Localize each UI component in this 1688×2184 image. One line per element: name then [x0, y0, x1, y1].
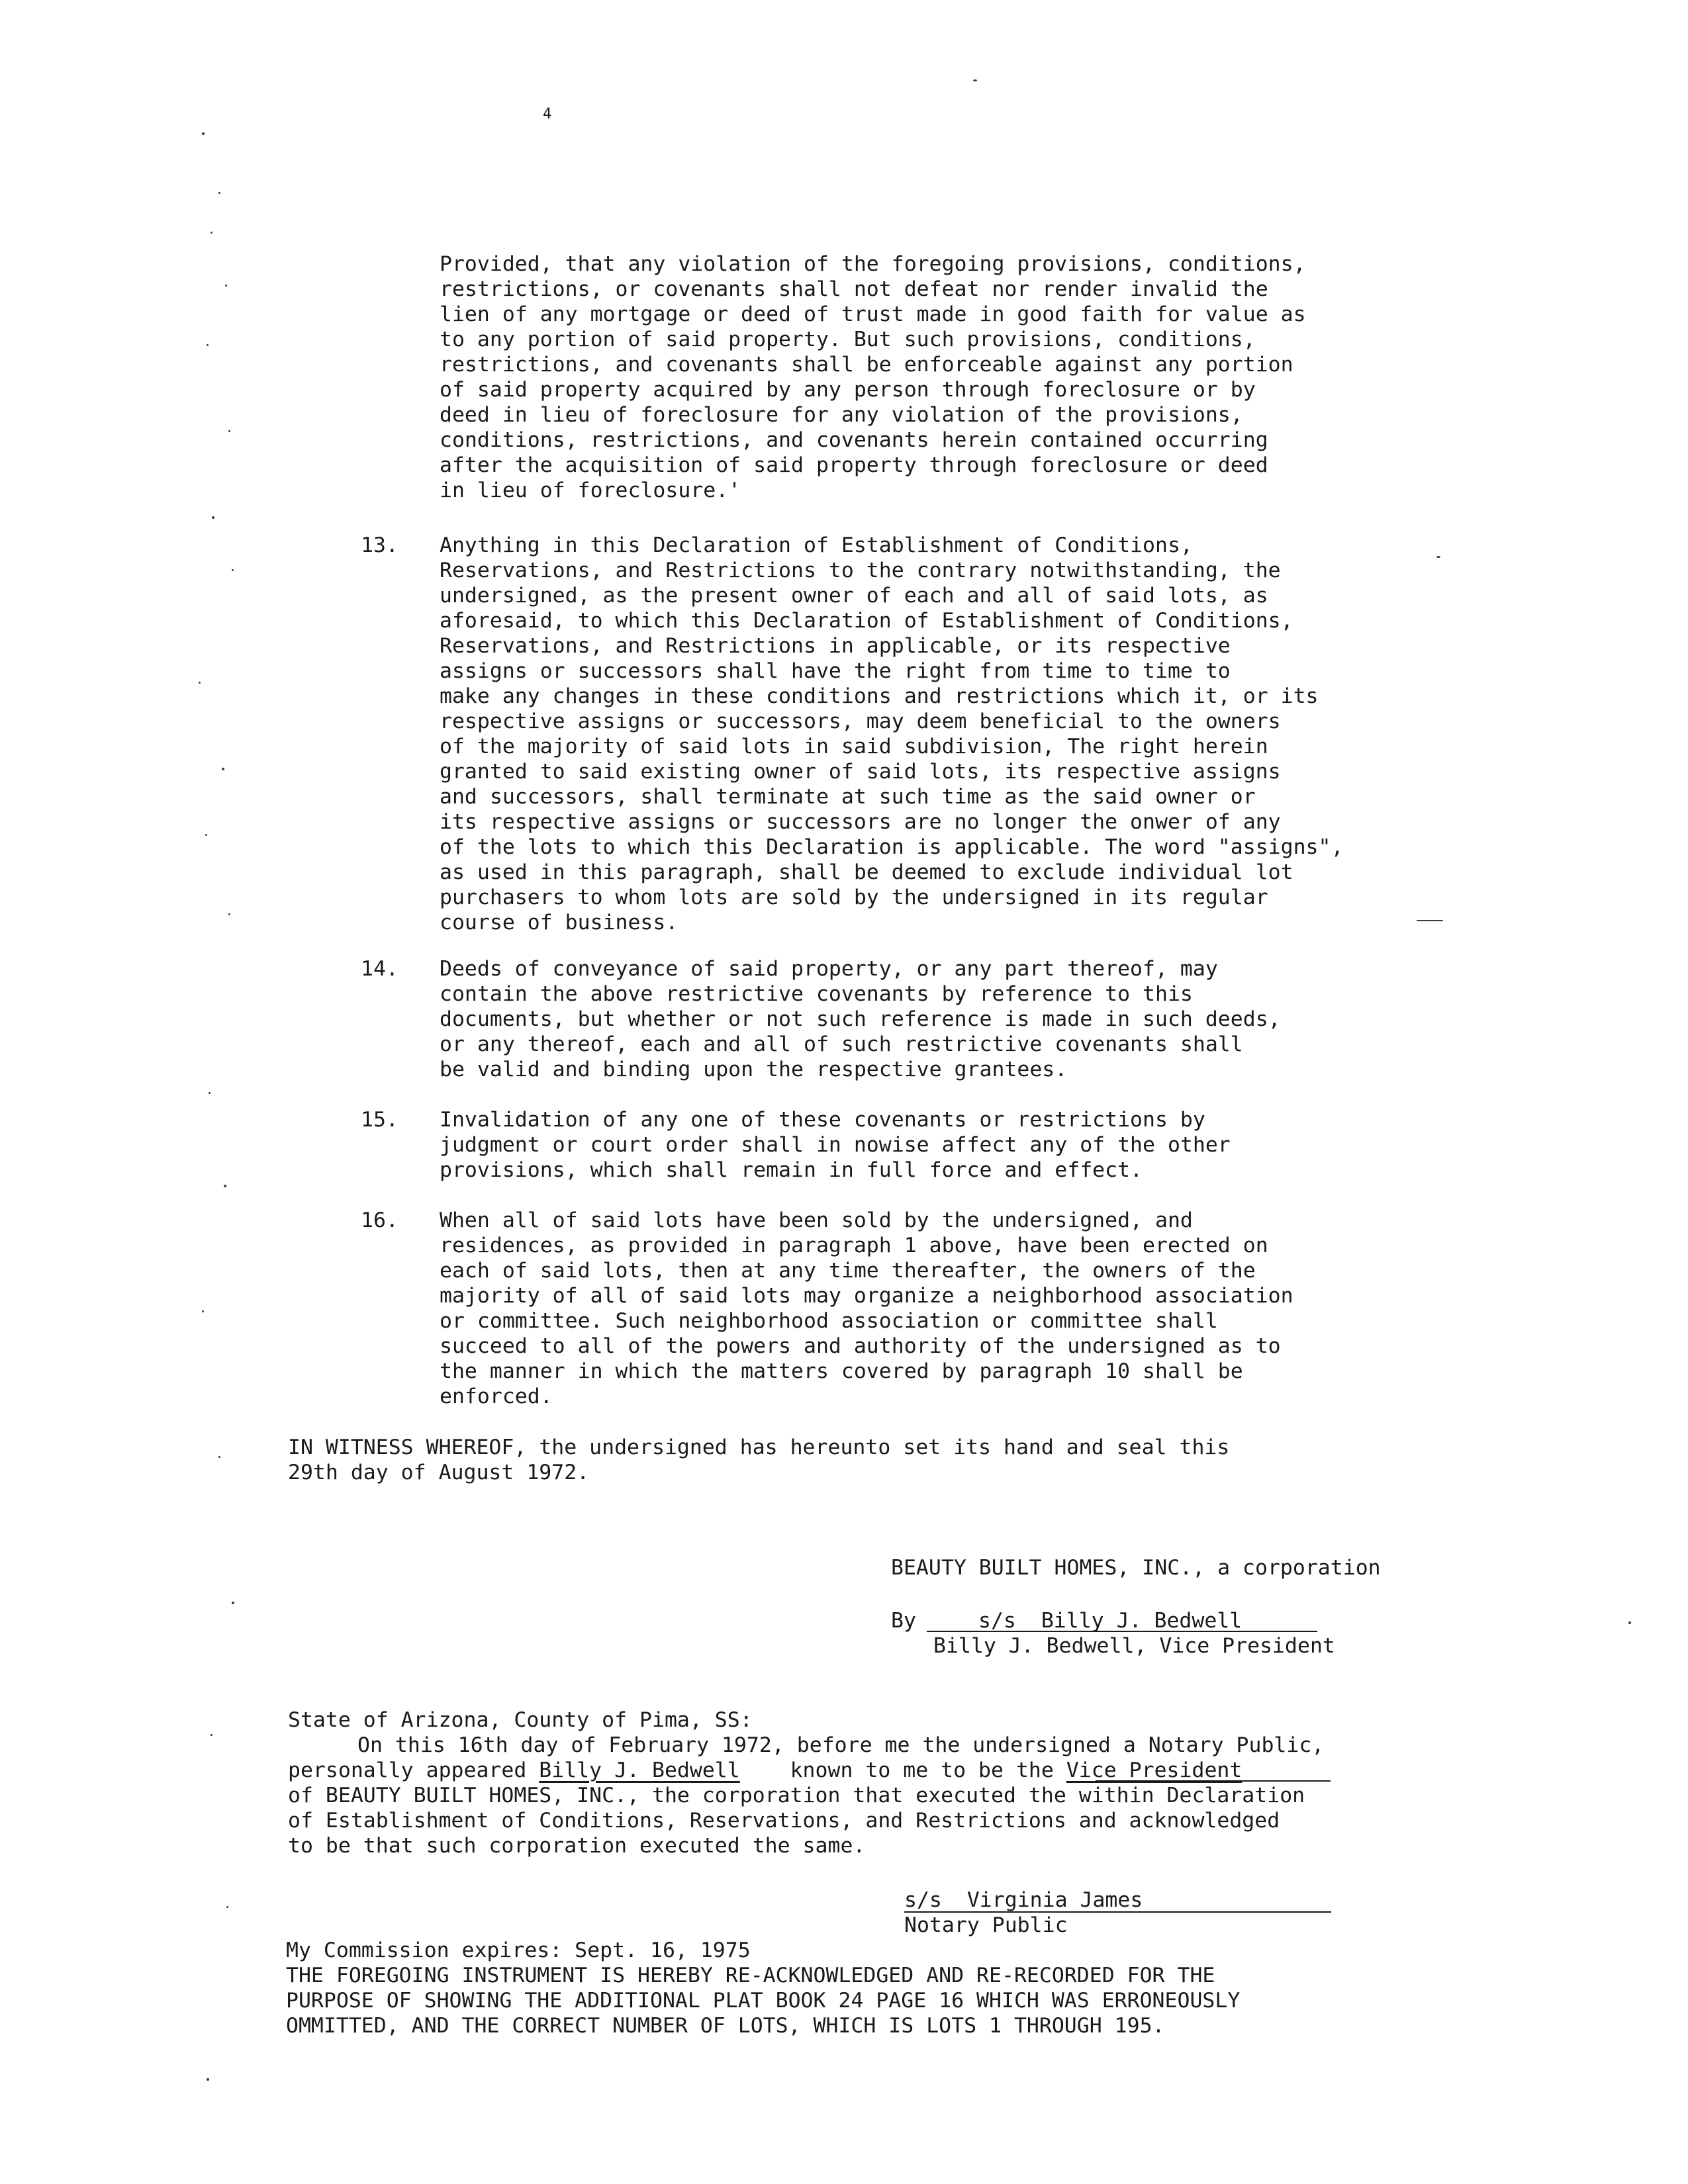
appeared-title: Vice President: [1066, 1758, 1243, 1782]
notary-body: [288, 1783, 1305, 1858]
paragraph-line: granted to said existing owner of said lots, its respective assigns: [440, 760, 1281, 784]
proviso-line: lien of any mortgage or deed of trust made in good faith for value as: [440, 302, 1306, 326]
paragraph-line: its respective assigns or successors are no longer the onwer of any: [440, 810, 1281, 834]
company-signature-line: [927, 1631, 1317, 1632]
paragraph-15-number: 15.: [361, 1108, 399, 1132]
paragraph-14-number: 14.: [361, 957, 399, 981]
witness-clause: [288, 1435, 1229, 1485]
proviso-line: restrictions, or covenants shall not defeat nor render invalid the: [440, 277, 1268, 301]
paragraph-13: [440, 533, 1343, 935]
paragraph-line: assigns or successors shall have the right from time to time to: [440, 659, 1231, 683]
paragraph-line: make any changes in these conditions and restrictions which it, or its: [440, 684, 1319, 708]
company-name: BEAUTY BUILT HOMES, INC., a corporation: [891, 1556, 1381, 1580]
title-underline: [1096, 1780, 1331, 1782]
paragraph-line: respective assigns or successors, may deem beneficial to the owners: [440, 709, 1281, 733]
paragraph-line: documents, but whether or not such reference is made in such deeds,: [440, 1007, 1281, 1031]
scan-speck: [211, 232, 212, 234]
scan-speck: [205, 834, 207, 836]
scan-speck: [218, 1456, 220, 1458]
scan-speck: [228, 913, 230, 915]
paragraph-line: each of said lots, then at any time thereafter, the owners of the: [440, 1259, 1256, 1283]
scan-speck: [1436, 556, 1440, 558]
paragraph-line: Reservations, and Restrictions to the contrary notwithstanding, the: [440, 559, 1281, 582]
appeared-person: Billy J. Bedwell: [539, 1758, 740, 1782]
paragraph-line: Deeds of conveyance of said property, or any part thereof, may: [440, 957, 1218, 981]
by-label: By: [891, 1609, 916, 1633]
scan-speck: [225, 285, 227, 287]
scan-speck: [222, 768, 224, 770]
scan-speck: [212, 516, 214, 519]
rerecord-line: PURPOSE OF SHOWING THE ADDITIONAL PLAT BOOK 24 PAGE 16 WHICH WAS ERRONEOUSLY: [286, 1989, 1241, 2013]
scan-speck: [1628, 1621, 1631, 1624]
paragraph-13-number: 13.: [361, 533, 399, 557]
proviso-line: in lieu of foreclosure.': [440, 478, 741, 502]
paragraph-line: and successors, shall terminate at such time as the said owner or: [440, 785, 1256, 809]
scan-speck: [232, 1602, 234, 1604]
witness-line: 29th day of August 1972.: [288, 1461, 590, 1484]
paragraph-line: Reservations, and Restrictions in applicable, or its respective: [440, 634, 1231, 658]
proviso-line: after the acquisition of said property through foreclosure or deed: [440, 453, 1268, 477]
scan-speck: [224, 1185, 226, 1187]
paragraph-16: [440, 1208, 1293, 1409]
paragraph-line: aforesaid, to which this Declaration of Establishment of Conditions,: [440, 609, 1293, 633]
proviso-line: deed in lieu of foreclosure for any violation of the provisions,: [440, 403, 1243, 427]
scan-speck: [202, 132, 205, 135]
notary-venue: State of Arizona, County of Pima, SS:: [288, 1708, 753, 1732]
page-mark: 4: [543, 106, 552, 122]
proviso-line: conditions, restrictions, and covenants herein contained occurring: [440, 428, 1268, 452]
paragraph-line: judgment or court order shall in nowise affect any of the other: [440, 1133, 1231, 1157]
proviso-line: to any portion of said property. But such provisions, conditions,: [440, 328, 1256, 351]
notary-line: of Establishment of Conditions, Reservations, and Restrictions and acknowledged: [288, 1809, 1280, 1833]
paragraph-14: [440, 956, 1281, 1082]
commission-expiry: My Commission expires: Sept. 16, 1975: [286, 1938, 751, 1962]
notary-title: Notary Public: [904, 1913, 1068, 1937]
paragraph-line: undersigned, as the present owner of each and all of said lots, as: [440, 584, 1268, 608]
paragraph-line: provisions, which shall remain in full force and effect.: [440, 1158, 1143, 1182]
notary-appearance-prefix: personally appeared: [288, 1758, 539, 1782]
witness-line: IN WITNESS WHEREOF, the undersigned has hereunto set its hand and seal this: [288, 1435, 1230, 1459]
proviso-line: restrictions, and covenants shall be enforceable against any portion: [440, 353, 1293, 377]
paragraph-line: When all of said lots have been sold by the undersigned, and: [440, 1208, 1193, 1232]
rerecord-notice: [286, 1963, 1240, 2038]
paragraph-line: the manner in which the matters covered by paragraph 10 shall be: [440, 1359, 1243, 1383]
scan-speck: [202, 1310, 204, 1312]
paragraph-16-number: 16.: [361, 1208, 399, 1232]
company-signature: s/s Billy J. Bedwell: [978, 1609, 1243, 1633]
scan-speck: [1417, 920, 1443, 921]
paragraph-line: enforced.: [440, 1385, 553, 1408]
paragraph-line: contain the above restrictive covenants by reference to this: [440, 982, 1193, 1006]
proviso-paragraph: [440, 251, 1306, 503]
scan-speck: [209, 1092, 211, 1094]
paragraph-line: as used in this paragraph, shall be deemed to exclude individual lot: [440, 860, 1293, 884]
paragraph-line: or any thereof, each and all of such restrictive covenants shall: [440, 1032, 1243, 1056]
scan-speck: [228, 430, 230, 432]
notary-line: On this 16th day of February 1972, before me the undersigned a Notary Public,: [357, 1733, 1325, 1757]
notary-appearance: [288, 1758, 1242, 1783]
paragraph-line: course of business.: [440, 911, 679, 934]
scan-speck: [232, 569, 234, 571]
paragraph-line: of the lots to which this Declaration is applicable. The word "assigns",: [440, 835, 1344, 859]
paragraph-15: [440, 1107, 1231, 1183]
signer-name-title: Billy J. Bedwell, Vice President: [933, 1634, 1335, 1658]
scan-speck: [211, 1734, 212, 1736]
proviso-line: of said property acquired by any person through foreclosure or by: [440, 378, 1256, 402]
proviso-line: Provided, that any violation of the foregoing provisions, conditions,: [440, 252, 1306, 276]
rerecord-line: OMMITTED, AND THE CORRECT NUMBER OF LOTS, WHICH IS LOTS 1 THROUGH 195.: [286, 2014, 1165, 2038]
scan-speck: [207, 344, 209, 346]
paragraph-line: be valid and binding upon the respective grantees.: [440, 1058, 1068, 1081]
notary-line: to be that such corporation executed the same.: [288, 1834, 866, 1858]
notary-signature: s/s Virginia James: [904, 1888, 1143, 1912]
paragraph-line: majority of all of said lots may organize a neighborhood association: [440, 1284, 1293, 1308]
paragraph-line: Anything in this Declaration of Establishment of Conditions,: [440, 533, 1193, 557]
paragraph-line: Invalidation of any one of these covenants or restrictions by: [440, 1108, 1205, 1132]
paragraph-line: or committee. Such neighborhood association or committee shall: [440, 1309, 1218, 1333]
rerecord-line: THE FOREGOING INSTRUMENT IS HEREBY RE-ACKNOWLEDGED AND RE-RECORDED FOR THE: [286, 1964, 1215, 1987]
scan-speck: [973, 79, 977, 81]
paragraph-line: residences, as provided in paragraph 1 above, have been erected on: [440, 1234, 1268, 1257]
paragraph-line: purchasers to whom lots are sold by the undersigned in its regular: [440, 886, 1268, 909]
scan-speck: [218, 192, 220, 194]
notary-appearance-mid: known to me to be the: [739, 1758, 1066, 1782]
scan-speck: [199, 682, 201, 684]
paragraph-line: succeed to all of the powers and authority of the undersigned as to: [440, 1334, 1281, 1358]
paragraph-line: of the majority of said lots in said subdivision, The right herein: [440, 735, 1268, 758]
notary-line: of BEAUTY BUILT HOMES, INC., the corporation that executed the within Declaration: [288, 1784, 1305, 1807]
scan-speck: [207, 2078, 209, 2081]
scan-speck: [226, 1906, 228, 1908]
